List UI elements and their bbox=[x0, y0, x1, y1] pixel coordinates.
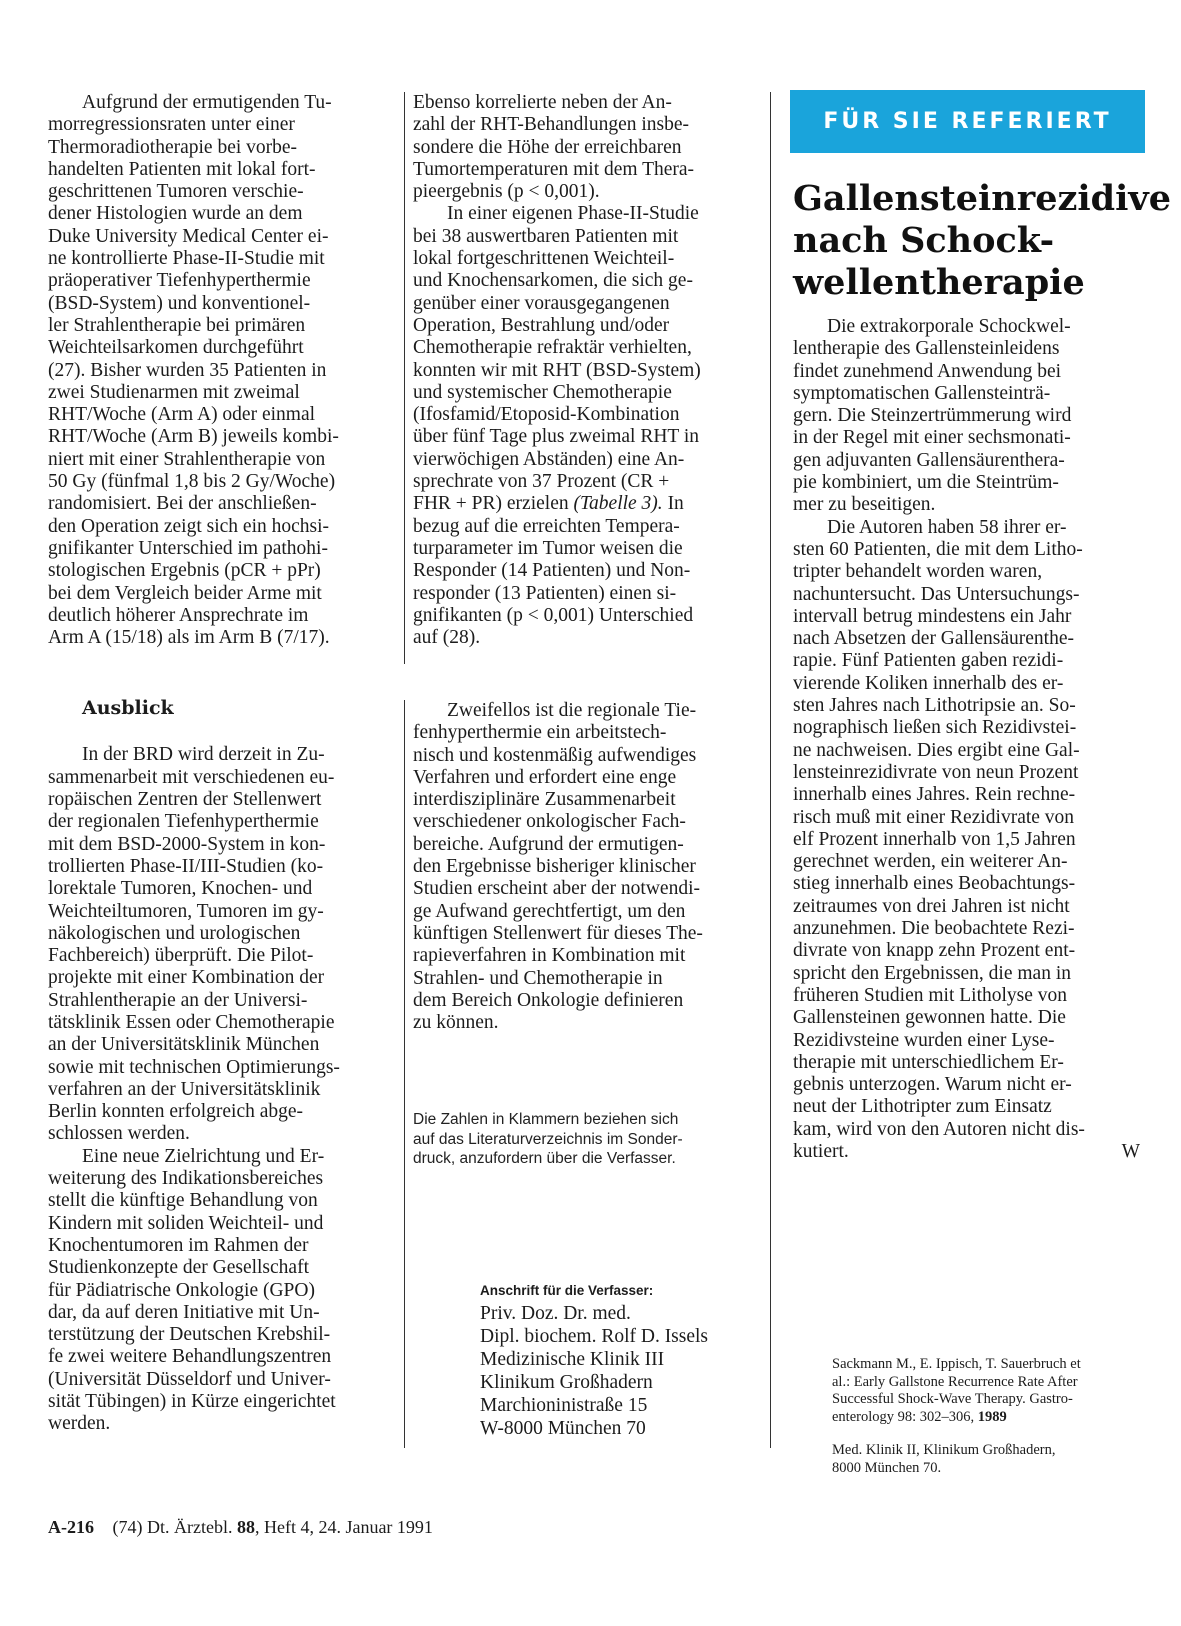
paragraph-ausblick-2: Eine neue Zielrichtung und Er- weiterung des Indikationsbereiches stellt die künftige Behandlung von Kindern mit soliden Weichteil- und Knochentumoren im Rahmen der Studienkonzepte der Gesellschaft für Pädiatrische Onkologie (GPO) dar, da auf deren Initiative mit Un- terstützung der Deutschen Krebshil- fe zwei weitere Behandlungszentren (Universität Düsseldorf und Univer- sität Tübingen) in Kürze eingerichtet werden. bbox=[48, 1145, 336, 1435]
column-rule-2 bbox=[404, 700, 405, 1448]
section-banner bbox=[790, 90, 1145, 153]
journal-citation: (74) Dt. Ärztebl. bbox=[112, 1517, 237, 1537]
author-signature: W bbox=[1121, 1141, 1140, 1163]
paragraph-korrelation: Ebenso korrelierte neben der An- zahl der RHT-Behandlungen insbe- sondere die Höhe der erreichbaren Tumortemperaturen mit dem Thera- pieergebnis (p < 0,001). bbox=[413, 92, 695, 203]
address-text: Priv. Doz. Dr. med. Dipl. biochem. Rolf D. Issels Medizinische Klinik III Klinikum Großhadern Marchioninistraße 15 W-8000 München 70 bbox=[480, 1303, 709, 1439]
paragraph-schockwellentherapie: Die extrakorporale Schockwel- lentherapie des Gallensteinleidens findet zunehmend Anwendung bei symptomatischen Gallensteinträ- gern. Die Steinzertrümmerung wird in der Regel mit einer sechsmonati- gen adjuvanten Gallensäurenthera- pie kombiniert, um die Steintrüm- mer zu beseitigen. bbox=[793, 316, 1072, 516]
reference-year: 1989 bbox=[977, 1408, 1007, 1425]
paragraph-eigene-studie bbox=[413, 203, 761, 649]
literature-note-text: Die Zahlen in Klammern beziehen sich auf das Literaturverzeichnis im Sonder- druck, anzufordern über die Verfasser. bbox=[413, 1111, 683, 1167]
paragraph-autoren: Die Autoren haben 58 ihrer er- sten 60 Patienten, die mit dem Litho- tripter behandelt worden waren, nachuntersucht. Das Untersuchungs- intervall betrug mindestens ein Jahr nach Absetzen der Gallensäurenthe- rapie. Fünf Patienten gaben rezidi- vierende Koliken innerhalb des er- sten Jahres nach Lithotripsie an. So- nographisch ließen sich Rezidivstei- ne nachweisen. Dies ergibt eine Gal- lensteinrezidivrate von neun Prozent innerhalb eines Jahres. Rein rechne- risch muß mit einer Rezidivrate von elf Prozent innerhalb von 1,5 Jahren gerechnet werden, ein weiterer An- stieg innerhalb eines Beobachtungs- zeitraumes von drei Jahren ist nicht anzunehmen. Die beobachtete Rezi- divrate von knapp zehn Prozent ent- spricht den Ergebnissen, die man in früheren Studien mit Litholyse von Gallensteinen gewonnen hatte. Die Rezidivsteine wurden einer Lyse- therapie mit unterschiedlichem Er- gebnis unterzogen. Warum nicht er- neut der Lithotripter zum Einsatz kam, wird von den Autoren nicht dis- kutiert. bbox=[793, 516, 1085, 1162]
reference-affiliation: Med. Klinik II, Klinikum Großhadern, 8000 München 70. bbox=[832, 1442, 1056, 1476]
page-footer bbox=[48, 1517, 433, 1538]
section-heading-ausblick: Ausblick bbox=[82, 697, 174, 720]
column-rule-1 bbox=[404, 92, 405, 664]
table-reference: (Tabelle 3). bbox=[573, 493, 663, 515]
column-3 bbox=[793, 316, 1140, 1163]
address-label: Anschrift für die Verfasser: bbox=[480, 1283, 654, 1298]
column-2-lower bbox=[413, 700, 761, 1034]
column-1 bbox=[48, 92, 394, 1436]
eigene-studie-text-end: In bezug auf die erreichten Tempera- turparameter im Tumor weisen die Responder (14 Patienten) und Non- responder (13 Patienten) einen si- gnifikanten (p < 0,001) Unterschied auf (28). bbox=[413, 493, 694, 649]
paragraph-ausblick-1: In der BRD wird derzeit in Zu- sammenarbeit mit verschiedenen eu- ropäischen Zentren der Stellenwert der regionalen Tiefenhyperthermie mit dem BSD-2000-System in kon- trollierten Phase-II/III-Studien (ko- lorektale Tumoren, Knochen- und Weichteiltumoren, Tumoren im gy- näkologischen und urologischen Fachbereich) überprüft. Die Pilot- projekte mit einer Kombination der Strahlentherapie an der Universi- tätsklinik Essen oder Chemotherapie an der Universitätsklinik München sowie mit technischen Optimierungs- verfahren an der Universitätsklinik Berlin konnten erfolgreich abge- schlossen werden. bbox=[48, 744, 340, 1145]
article-title: Gallensteinrezidive nach Schock- wellentherapie bbox=[793, 178, 1172, 303]
reference-text bbox=[832, 1356, 1137, 1426]
source-reference bbox=[832, 1356, 1137, 1477]
journal-volume: 88 bbox=[236, 1517, 255, 1537]
paragraph-thermoradiotherapie: Aufgrund der ermutigenden Tu- morregressionsraten unter einer Thermoradiotherapie bei vorbe- handelten Patienten mit lokal fort- geschrittenen Tumoren verschie- dener Histologien wurde an dem Duke University Medical Center ei- ne kontrollierte Phase-II-Studie mit präoperativer Tiefenhyperthermie (BSD-System) und konventionel- ler Strahlentherapie bei primären Weichteilsarkomen durchgeführt (27). Bisher wurden 35 Patienten in zwei Studienarmen mit zweimal RHT/Woche (Arm A) oder einmal RHT/Woche (Arm B) jeweils kombi- niert mit einer Strahlentherapie von 50 Gy (fünfmal 1,8 bis 2 Gy/Woche) randomisiert. Bei der anschließen- den Operation zeigt sich ein hochsi- gnifikanter Unterschied im pathohi- stologischen Ergebnis (pCR + pPr) bei dem Vergleich beider Arme mit deutlich höherer Ansprechrate im Arm A (15/18) als im Arm B (7/17). bbox=[48, 92, 339, 649]
column-2 bbox=[413, 92, 761, 649]
paragraph-zweifellos: Zweifellos ist die regionale Tie- fenhyperthermie ein arbeitstech- nisch und kostenmäßig aufwendiges Verfahren und erfordert eine enge interdisziplinäre Zusammenarbeit verschiedener onkologischer Fach- bereiche. Aufgrund der ermutigen- den Ergebnisse bisheriger klinischer Studien erscheint aber der notwendi- ge Aufwand gerechtfertigt, um den künftigen Stellenwert für dieses The- rapieverfahren in Kombination mit Strahlen- und Chemotherapie in dem Bereich Onkologie definieren zu können. bbox=[413, 700, 703, 1034]
column-rule-3 bbox=[770, 92, 771, 1448]
section-banner-label: FÜR SIE REFERIERT bbox=[823, 109, 1112, 134]
author-address bbox=[480, 1283, 770, 1440]
eigene-studie-text: In einer eigenen Phase-II-Studie bei 38 auswertbaren Patienten mit lokal fortgeschrittenen Weichteil- und Knochensarkomen, die sich ge- genüber einer vorausgegangenen Operation, Bestrahlung und/oder Chemotherapie refraktär verhielten, konnten wir mit RHT (BSD-System) und systemischer Chemotherapie (Ifosfamid/Etoposid-Kombination über fünf Tage plus zweimal RHT in vierwöchigen Abständen) eine An- sprechrate von 37 Prozent (CR + FHR + PR) erzielen bbox=[413, 203, 701, 515]
reference-citation: Sackmann M., E. Ippisch, T. Sauerbruch et al.: Early Gallstone Recurrence Rate After Successful Shock-Wave Therapy. Gastro- enterology 98: 302–306, bbox=[832, 1356, 1081, 1425]
journal-issue-date: , Heft 4, 24. Januar 1991 bbox=[254, 1517, 433, 1537]
literature-note bbox=[413, 1110, 761, 1169]
page-number: A-216 bbox=[48, 1517, 94, 1537]
